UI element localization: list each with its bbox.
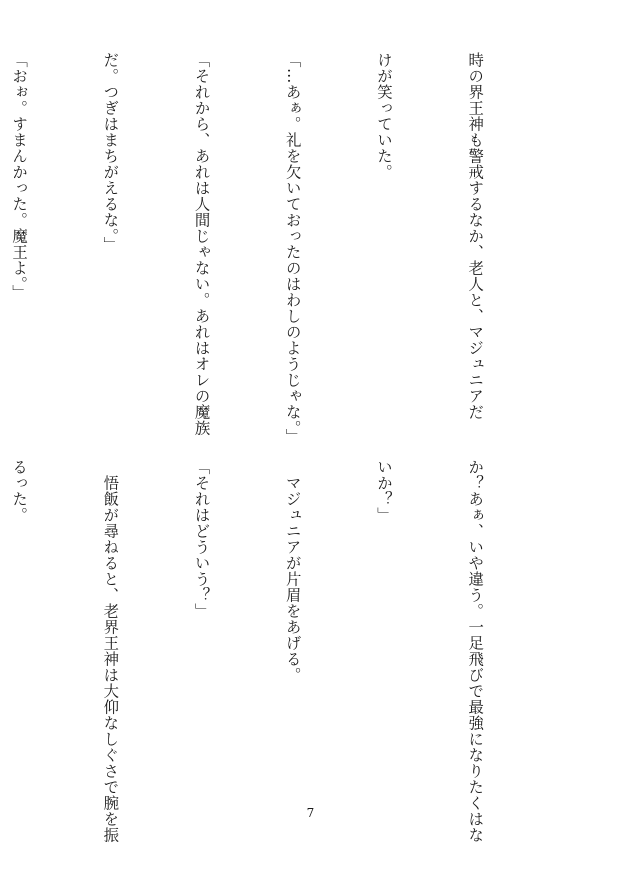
text-line: 「それはどういう？」 [192,459,211,619]
upper-text-block [0,52,551,445]
text-line: だ。つぎはまちがえるな。」 [101,52,120,253]
text-line: 「…あぁ。礼を欠いておったのはわしのようじゃな。」 [283,52,302,445]
text-line: か？あぁ、いや違う。一足飛びで最強になりたくはな [466,459,485,843]
text-line: いか？」 [374,459,393,523]
lower-text-block [0,459,551,843]
text-line: けが笑っていた。 [374,52,393,180]
text-line: 時の界王神も警戒するなか、老人と、マジュニアだ [466,52,485,420]
text-line: 「おぉ。すまんかった。魔王よ。」 [10,52,29,301]
text-line: マジュニアが片眉をあげる。 [283,459,302,683]
page-number: 7 [306,806,315,820]
text-line: 悟飯が尋ねると、老界王神は大仰なしぐさで腕を振 [101,459,120,843]
text-line: 「それから、あれは人間じゃない。あれはオレの魔族 [192,52,211,436]
text-line: るった。 [10,459,29,523]
